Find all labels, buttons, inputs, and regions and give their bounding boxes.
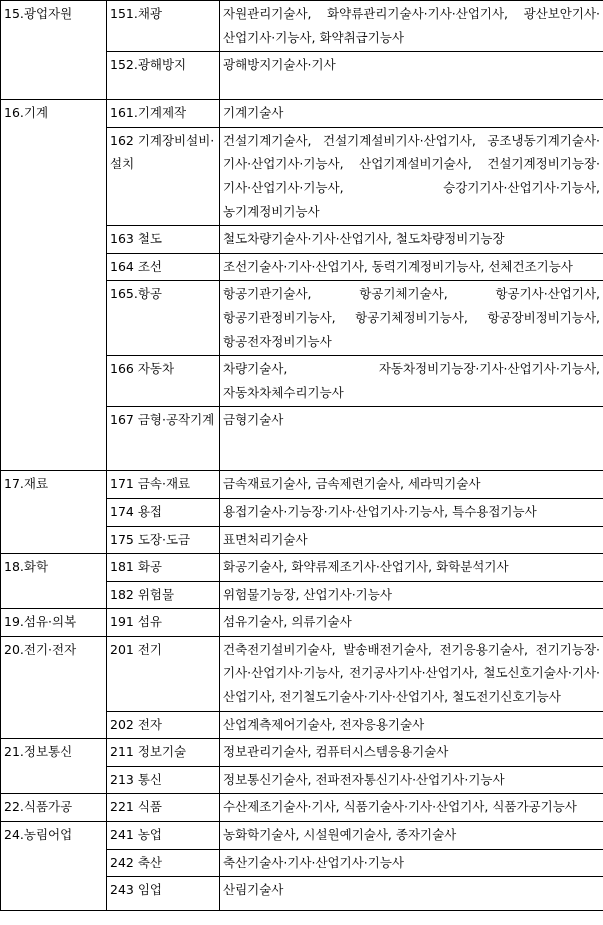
code-cell: 191 섬유	[107, 609, 220, 637]
table-row	[1, 100, 603, 128]
certs-cell: 정보통신기술사, 전파전자통신기사·산업기사·기능사	[220, 766, 603, 794]
table-row	[1, 471, 603, 499]
code-cell: 162 기계장비설비·설치	[107, 127, 220, 225]
certs-cell: 축산기술사·기사·산업기사·기능사	[220, 849, 603, 877]
code-cell: 213 통신	[107, 766, 220, 794]
code-cell: 211 정보기술	[107, 739, 220, 767]
certs-cell: 금속재료기술사, 금속제련기술사, 세라믹기술사	[220, 471, 603, 499]
table-row	[1, 554, 603, 582]
certs-cell: 화공기술사, 화약류제조기사·산업기사, 화학분석기사	[220, 554, 603, 582]
code-cell: 167 금형·공작기계	[107, 407, 220, 471]
code-cell: 165.항공	[107, 281, 220, 356]
code-cell: 243 임업	[107, 877, 220, 911]
certs-cell: 철도차량기술사·기사·산업기사, 철도차량정비기능장	[220, 226, 603, 254]
code-cell: 166 자동차	[107, 356, 220, 407]
certs-cell: 광해방지기술사·기사	[220, 52, 603, 100]
category-cell: 20.전기·전자	[1, 636, 107, 738]
certs-cell: 용접기술사·기능장·기사·산업기사·기능사, 특수용접기능사	[220, 498, 603, 526]
table-row	[1, 1, 603, 52]
category-cell: 22.식품가공	[1, 794, 107, 822]
category-cell: 15.광업자원	[1, 1, 107, 100]
code-cell: 174 용접	[107, 498, 220, 526]
certs-cell: 건축전기설비기술사, 발송배전기술사, 전기응용기술사, 전기기능장·기사·산업기사·기능사, 전기공사기사·산업기사, 철도신호기술사·기사·산업기사, 전기철도기술사·기사·산업기사, 철도전기신호기능사	[220, 636, 603, 711]
category-cell: 24.농림어업	[1, 822, 107, 911]
code-cell: 151.채광	[107, 1, 220, 52]
certs-cell: 산림기술사	[220, 877, 603, 911]
code-cell: 161.기계제작	[107, 100, 220, 128]
certs-cell: 섬유기술사, 의류기술사	[220, 609, 603, 637]
certs-cell: 금형기술사	[220, 407, 603, 471]
category-cell: 17.재료	[1, 471, 107, 554]
certs-cell: 표면처리기술사	[220, 526, 603, 554]
certs-cell: 농화학기술사, 시설원예기술사, 종자기술사	[220, 822, 603, 850]
category-cell: 16.기계	[1, 100, 107, 471]
code-cell: 164 조선	[107, 253, 220, 281]
code-cell: 242 축산	[107, 849, 220, 877]
category-cell: 21.정보통신	[1, 739, 107, 794]
code-cell: 201 전기	[107, 636, 220, 711]
category-cell: 19.섬유·의복	[1, 609, 107, 637]
table-row	[1, 822, 603, 850]
code-cell: 241 농업	[107, 822, 220, 850]
category-cell: 18.화학	[1, 554, 107, 609]
table-row	[1, 609, 603, 637]
certs-cell: 기계기술사	[220, 100, 603, 128]
table-row	[1, 636, 603, 711]
certs-cell: 항공기관기술사, 항공기체기술사, 항공기사·산업기사, 항공기관정비기능사, 항공기체정비기능사, 항공장비정비기능사, 항공전자정비기능사	[220, 281, 603, 356]
code-cell: 182 위험물	[107, 581, 220, 609]
code-cell: 163 철도	[107, 226, 220, 254]
certs-cell: 자원관리기술사, 화약류관리기술사·기사·산업기사, 광산보안기사·산업기사·기능사, 화약취급기능사	[220, 1, 603, 52]
certs-cell: 산업계측제어기술사, 전자응용기술사	[220, 711, 603, 739]
certs-cell: 건설기계기술사, 건설기계설비기사·산업기사, 공조냉동기계기술사·기사·산업기사·기능사, 산업기계설비기술사, 건설기계정비기능장·기사·산업기사·기능사, 승강기기사·산업기사·기능사, 농기계정비기능사	[220, 127, 603, 225]
code-cell: 221 식품	[107, 794, 220, 822]
table-row	[1, 739, 603, 767]
certs-cell: 정보관리기술사, 컴퓨터시스템응용기술사	[220, 739, 603, 767]
code-cell: 152.광해방지	[107, 52, 220, 100]
certs-cell: 조선기술사·기사·산업기사, 동력기계정비기능사, 선체건조기능사	[220, 253, 603, 281]
code-cell: 175 도장·도금	[107, 526, 220, 554]
code-cell: 202 전자	[107, 711, 220, 739]
code-cell: 181 화공	[107, 554, 220, 582]
certs-cell: 수산제조기술사·기사, 식품기술사·기사·산업기사, 식품가공기능사	[220, 794, 603, 822]
certs-cell: 위험물기능장, 산업기사·기능사	[220, 581, 603, 609]
table-row	[1, 794, 603, 822]
certs-cell: 차량기술사, 자동차정비기능장·기사·산업기사·기능사, 자동차차체수리기능사	[220, 356, 603, 407]
code-cell: 171 금속·재료	[107, 471, 220, 499]
